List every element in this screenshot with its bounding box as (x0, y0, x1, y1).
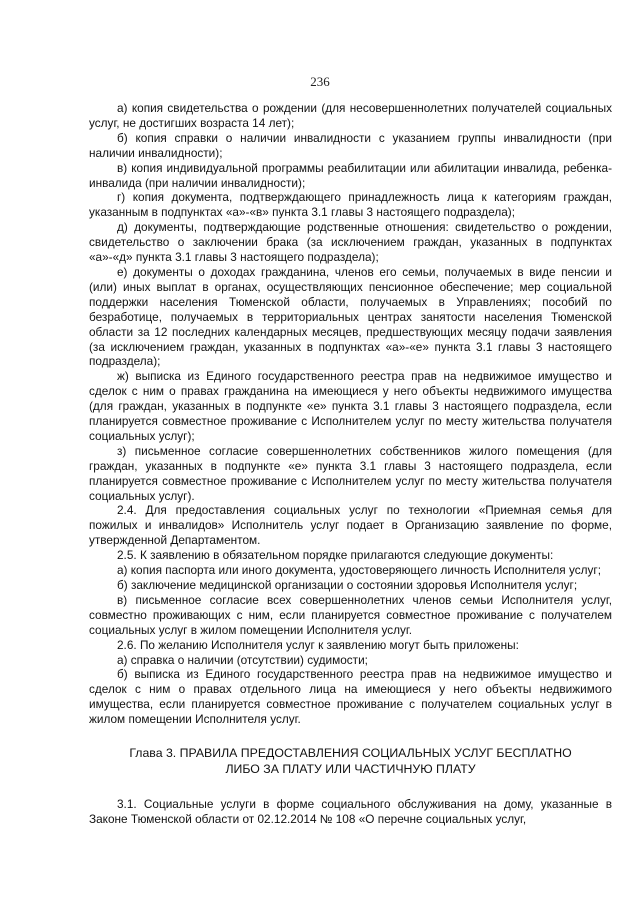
paragraph-2-4: 2.4. Для предоставления социальных услуг по технологии «Приемная семья для пожилых и инвалидов» Исполнитель услуг подает в Организацию заявление по форме, утвержденной Департаментом. (89, 503, 612, 548)
page-number: 236 (310, 74, 330, 89)
paragraph-b-disability-certificate: б) копия справки о наличии инвалидности с указанием группы инвалидности (при наличии инвалидности); (89, 130, 612, 160)
chapter-heading-line-1: Глава 3. ПРАВИЛА ПРЕДОСТАВЛЕНИЯ СОЦИАЛЬНЫХ УСЛУГ БЕСПЛАТНО (129, 746, 572, 761)
document-body (89, 101, 612, 827)
paragraph-d-kinship-documents: д) документы, подтверждающие родственные отношения: свидетельство о рождении, свидетельство о заключении брака (за исключением граждан, указанных в подпунктах «а»-«д» пункта 3.1 главы 3 настоящего подраздела); (89, 220, 612, 265)
paragraph-2-5: 2.5. К заявлению в обязательном порядке прилагаются следующие документы: (117, 548, 554, 563)
chapter-heading (89, 745, 612, 777)
paragraph-2-6: 2.6. По желанию Исполнителя услуг к заявлению могут быть приложены: (117, 637, 519, 652)
paragraph-3-1: 3.1. Социальные услуги в форме социального обслуживания на дому, указанные в Законе Тюменской области от 02.12.2014 № 108 «О перечне социальных услуг, (89, 797, 612, 827)
paragraph-v-rehabilitation-program: в) копия индивидуальной программы реабилитации или абилитации инвалида, ребенка-инвалида (при наличии инвалидности); (89, 160, 612, 190)
paragraph-a-birth-certificate: а) копия свидетельства о рождении (для несовершеннолетних получателей социальных услуг, не достигших возраста 14 лет); (89, 101, 612, 130)
paragraph-2-6-a-criminal-record: а) справка о наличии (отсутствии) судимости; (117, 652, 368, 667)
chapter-heading-line-2: ЛИБО ЗА ПЛАТУ ИЛИ ЧАСТИЧНУЮ ПЛАТУ (225, 762, 476, 777)
paragraph-zh-registry-extract: ж) выписка из Единого государственного реестра прав на недвижимое имущество и сделок с ним о правах гражданина на имеющиеся у него объекты недвижимого имущества (для граждан, указанных в подпункте «е» пункта 3.1 главы 3 настоящего подраздела, если планируется совместное проживание с Исполнителем услуг по месту жительства получателя социальных услуг); (89, 369, 612, 443)
paragraph-2-5-v-family-consent: в) письменное согласие всех совершеннолетних членов семьи Исполнителя услуг, совместно проживающих с ним, если планируется совместное проживание с получателем социальных услуг в жилом помещении Исполнителя услуг. (89, 592, 612, 637)
paragraph-2-6-b-registry-extract: б) выписка из Единого государственного реестра прав на недвижимое имущество и сделок с ним о правах отдельного лица на имеющиеся у него объекты недвижимого имущества, если планируется совместное проживание с получателем социальных услуг в жилом помещении Исполнителя услуг. (89, 667, 612, 727)
paragraph-2-5-b-medical: б) заключение медицинской организации о состоянии здоровья Исполнителя услуг; (117, 578, 578, 592)
paragraph-g-category-document: г) копия документа, подтверждающего принадлежность лица к категориям граждан, указанным в подпунктах «а»-«в» пункта 3.1 главы 3 настоящего подраздела); (89, 190, 612, 220)
paragraph-e-income-documents: е) документы о доходах гражданина, членов его семьи, получаемых в виде пенсии и (или) иных выплат в органах, осуществляющих пенсионное обеспечение; мер социальной поддержки населения Тюменской области, получаемых в Управлениях; пособий по безработице, получаемых в территориальных центрах занятости населения Тюменской области за 12 последних календарных месяцев, предшествующих месяцу подачи заявления (за исключением граждан, указанных в подпунктах «а»-«е» пункта 3.1 главы 3 настоящего подраздела); (89, 264, 612, 369)
paragraph-2-5-a-passport: а) копия паспорта или иного документа, удостоверяющего личность Исполнителя услуг; (117, 563, 601, 578)
paragraph-z-owners-consent: з) письменное согласие совершеннолетних собственников жилого помещения (для граждан, указанных в подпункте «е» пункта 3.1 главы 3 настоящего подраздела, если планируется совместное проживание с Исполнителем услуг по месту жительства получателя социальных услуг). (89, 443, 612, 503)
